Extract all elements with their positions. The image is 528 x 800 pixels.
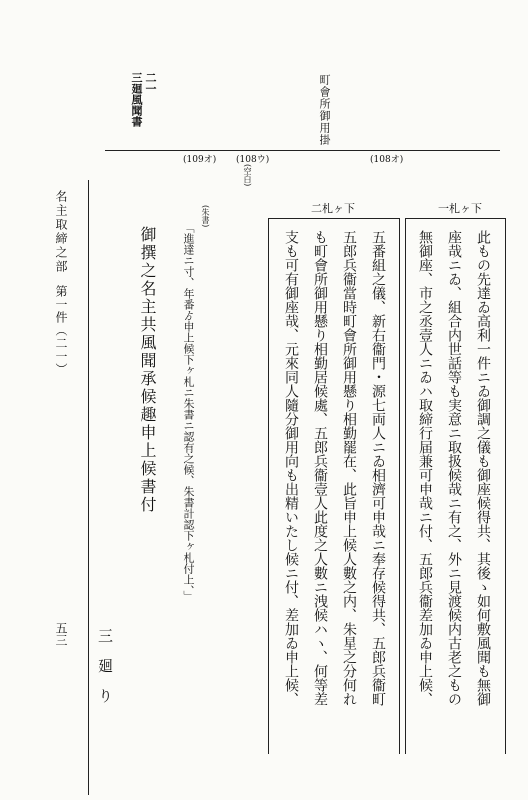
left-header-title: 三廻風聞書 <box>130 72 143 127</box>
note-text: 「進達ニ寸、年番ゟ申上候下ヶ札ニ朱書ニ認有之候、朱書計認下ヶ札付上、」 <box>182 222 195 602</box>
left-box-line-4: 支も可有御座哉、元來同人隨分御用向も出精いたし候ニ付、差加ゐ申上候、 <box>283 230 299 706</box>
right-header-title: 町會所御用掛 <box>318 74 331 146</box>
right-box-line-2: 座哉ニゐ、組合内世話等も実意ニ取扱候哉ニ有之、外ニ見渡候内古老之もの <box>446 230 462 706</box>
note-label: (朱書) <box>201 205 210 228</box>
left-box-line-1: 五番組之儀、新右衞門・源七両人ニゐ相濟可申哉ニ奉存候得共、五郎兵衞町 <box>370 230 386 706</box>
tag-left: 二札ヶ下 <box>311 202 355 215</box>
document-signature: 三 廻 り <box>96 628 114 703</box>
margin-item-number: 第一件（二一） <box>54 285 68 376</box>
margin-section-title: 名主取締之部 <box>54 190 68 274</box>
page-number: 五三 <box>54 622 68 646</box>
document-left-rule <box>88 180 89 795</box>
folio-mark-109o: (109オ) <box>183 155 217 165</box>
right-box-line-3: 無御座、市之丞壹人ニゐハ取締行届兼可申哉ニ付、五郎兵衞差加ゐ申上候、 <box>417 230 433 706</box>
left-box-line-3: も町會所御用懸り相勤居候處、五郎兵衞壹人此度之人數ニ洩候ハヽ、何等差 <box>312 230 328 706</box>
left-header-number: 二一 <box>144 72 157 94</box>
folio-mark-blank: (空白) <box>243 164 252 187</box>
folio-mark-108o: (108オ) <box>370 155 404 165</box>
folio-mark-108u: (108ウ) <box>236 155 270 165</box>
tag-right: 一札ヶ下 <box>438 202 482 215</box>
right-box-line-1: 此もの先達ゐ高利一件ニゐ御調之儀も御座候得共、其後ゝ如何敷風聞も無御 <box>475 230 491 706</box>
left-box-line-2: 五郎兵衞當時町會所御用懸り相勤罷在、此旨申上候人數之内、朱星之分何れ <box>341 230 357 706</box>
document-heading: 御撰之名主共風聞承候趣申上候書付 <box>138 226 157 514</box>
header-rule <box>105 150 500 151</box>
